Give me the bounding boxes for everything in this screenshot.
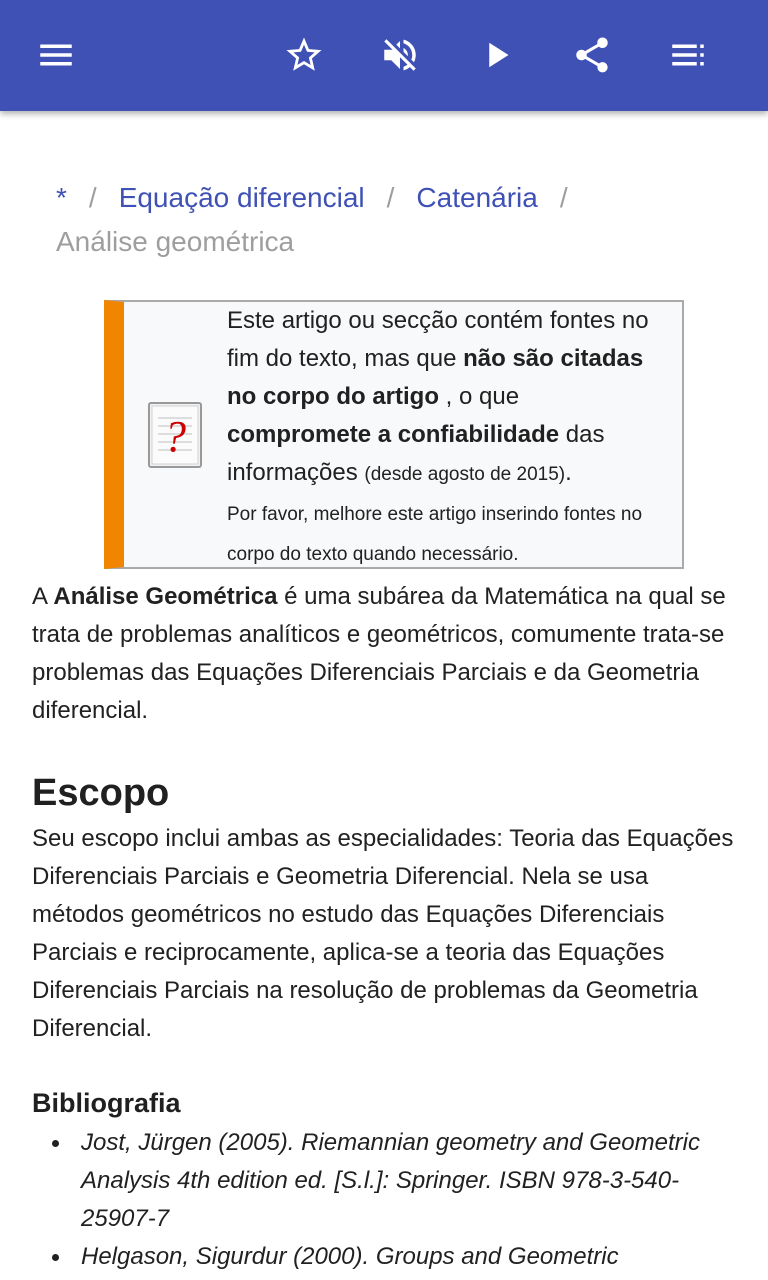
notice-bold-uncited: não são citadas no corpo do artigo (227, 345, 644, 410)
notice-text-part2: , o que (438, 383, 520, 410)
notice-text (227, 302, 667, 574)
share-button[interactable] (564, 27, 620, 83)
scope-paragraph: Seu escopo inclui ambas as especialidades: Teoria das Equações Diferenciais Parciais e Geometria Diferencial. Nela se usa métodos geométricos no estudo das Equações Diferenciais Parciais e reciprocamente, aplica-se a teoria das Equações Diferenciais Parciais na resolução de problemas da Geometria Diferencial. (32, 825, 734, 1042)
breadcrumb-home[interactable]: * (56, 182, 67, 213)
breadcrumb-catenaria[interactable]: Catenária (416, 182, 538, 213)
question-document-icon (146, 400, 204, 470)
intro-prefix: A (32, 583, 54, 610)
notice-bold-reliability: compromete a confiabilidade (227, 421, 560, 448)
breadcrumb-separator: / (559, 182, 568, 213)
star-outline-icon (283, 34, 325, 76)
notice-text-part1: Este artigo ou secção contém fontes no fim do texto, mas que (227, 307, 649, 372)
breadcrumb-current: Análise geométrica (56, 226, 295, 257)
play-icon (477, 34, 519, 76)
favorite-button[interactable] (276, 27, 332, 83)
notice-date: (desde agosto de 2015) (364, 464, 566, 485)
app-toolbar (0, 0, 768, 111)
sources-notice-box (104, 300, 684, 569)
breadcrumb-separator: / (386, 182, 395, 213)
mute-button[interactable] (372, 27, 428, 83)
play-button[interactable] (470, 27, 526, 83)
notice-period: . (565, 459, 572, 486)
intro-rest: é uma subárea da Matemática na qual se trata de problemas analíticos e geométricos, comumente trata-se problemas das Equações Diferenciais Parciais e da Geometria diferencial. (32, 583, 726, 724)
intro-paragraph (32, 578, 742, 730)
breadcrumb-equacao-diferencial[interactable]: Equação diferencial (118, 182, 365, 213)
bibliography-item: Helgason, Sigurdur (2000). Groups and Geometric (32, 1238, 732, 1276)
bibliography-list (32, 1124, 732, 1276)
table-of-contents-icon (667, 34, 709, 76)
notice-text-part3: das informações (227, 421, 605, 486)
breadcrumb (56, 176, 736, 264)
intro-term: Análise Geométrica (53, 583, 278, 610)
share-icon (571, 34, 613, 76)
section-heading-bibliografia: Bibliografia (32, 1088, 181, 1118)
contents-button[interactable] (660, 27, 716, 83)
section-heading-escopo: Escopo (32, 772, 170, 814)
menu-button[interactable] (28, 27, 84, 83)
volume-off-icon (379, 34, 421, 76)
svg-text:?: ? (164, 412, 186, 461)
notice-request: Por favor, melhore este artigo inserindo fontes no corpo do texto quando necessário. (227, 504, 643, 565)
breadcrumb-separator: / (88, 182, 97, 213)
hamburger-menu-icon (35, 34, 77, 76)
bibliography-item: Jost, Jürgen (2005). Riemannian geometry and Geometric Analysis 4th edition ed. [S.l.]: Springer. ISBN 978-3-540-25907-7 (32, 1124, 732, 1238)
